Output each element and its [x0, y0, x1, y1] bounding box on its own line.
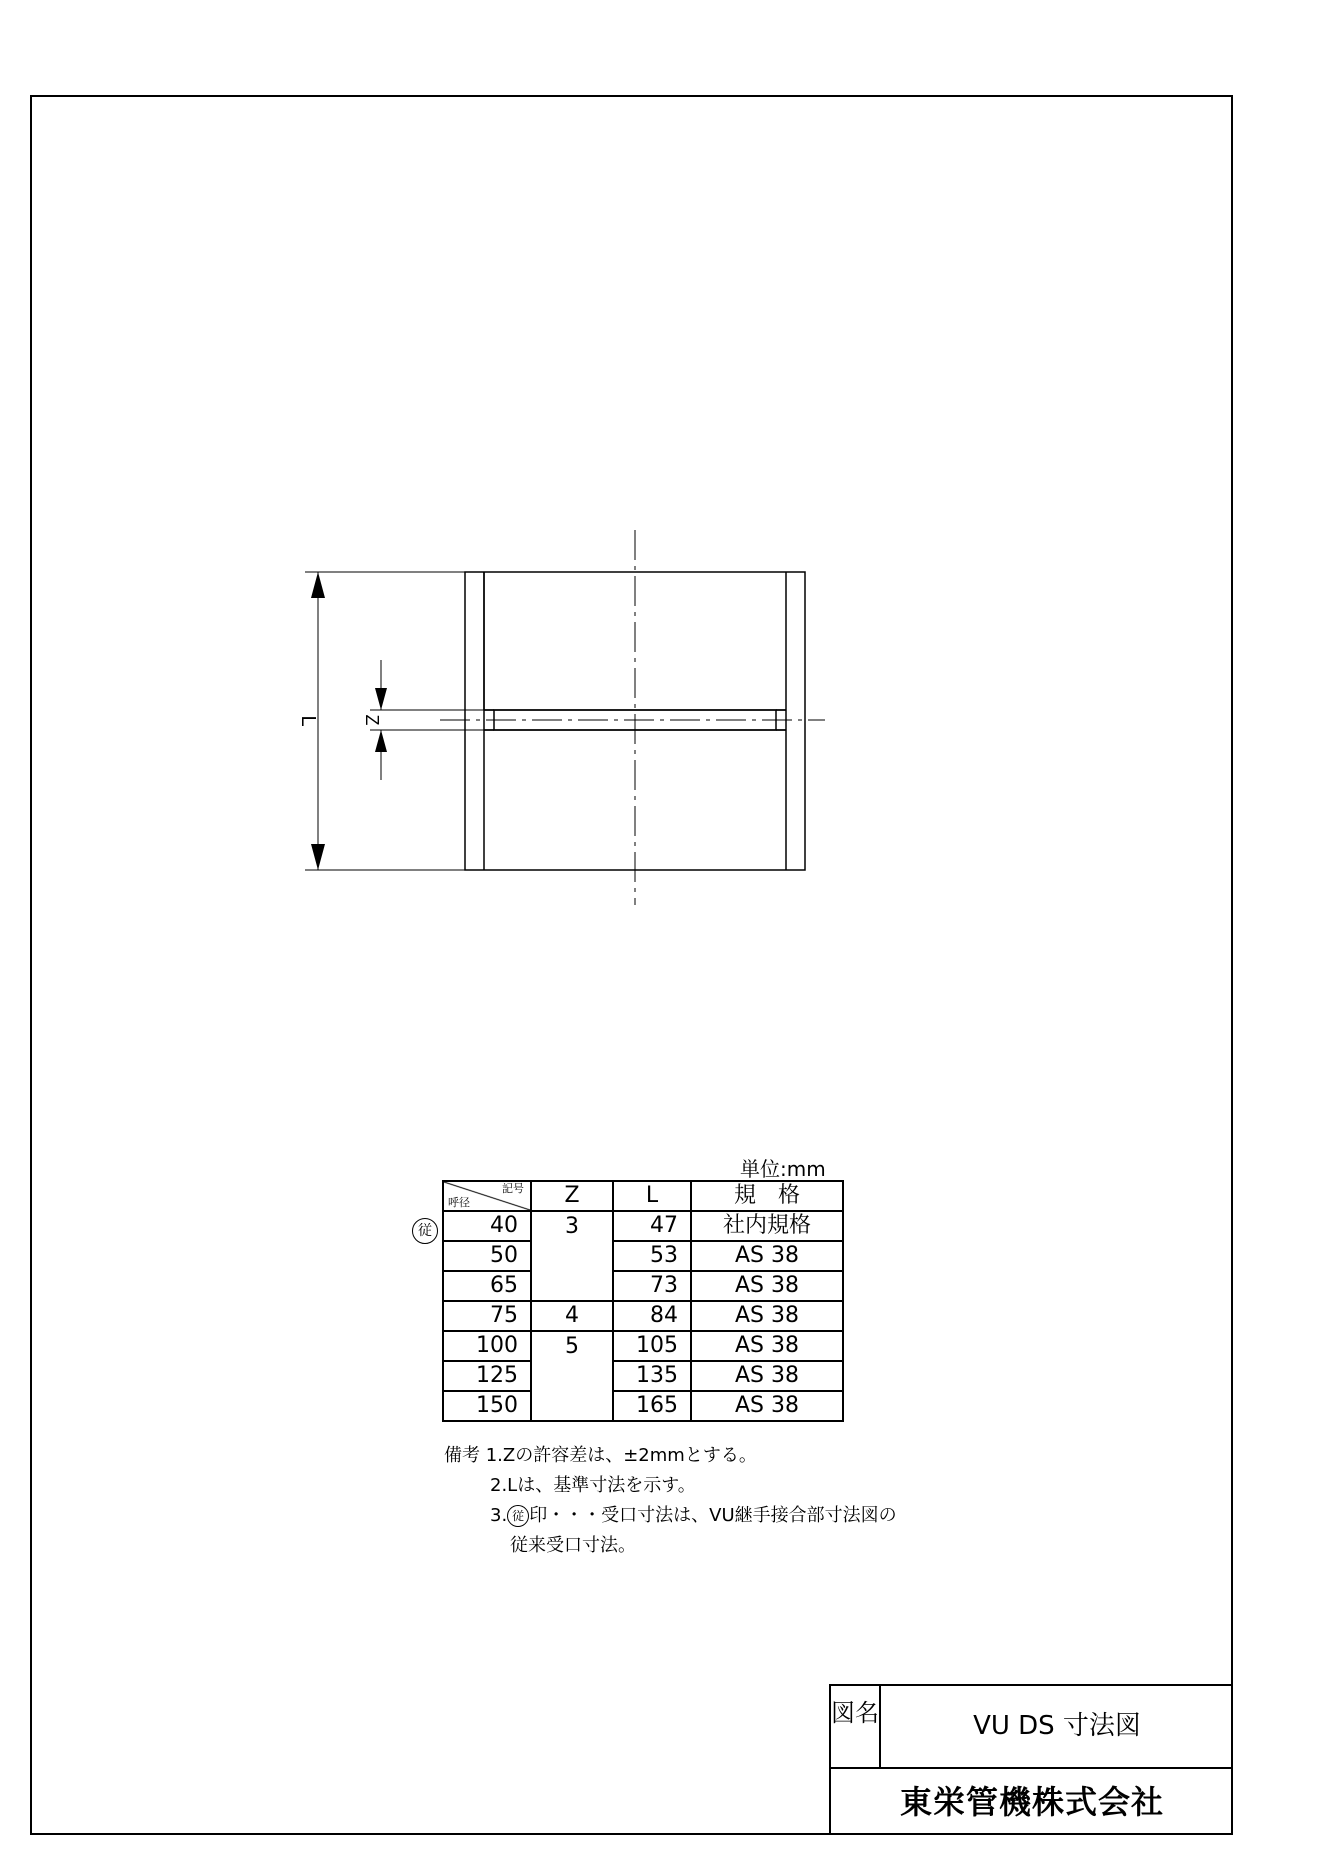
note-2: 2.Lは、基準寸法を示す。 [490, 1475, 696, 1496]
cell-l: 165 [613, 1391, 691, 1421]
table-row [443, 1361, 843, 1391]
cell-size: 75 [443, 1301, 531, 1331]
cell-z [531, 1361, 613, 1391]
arrow-L-bottom [311, 844, 325, 870]
header-diagonal-cell [443, 1181, 531, 1211]
table-row [443, 1301, 843, 1331]
cell-size: 50 [443, 1241, 531, 1271]
spec-table [442, 1180, 844, 1422]
arrow-Z-top [375, 688, 387, 710]
unit-label: 単位:mm [740, 1157, 826, 1181]
dim-label-L: L [297, 715, 319, 727]
note-3-prefix: 3. [490, 1505, 508, 1526]
cell-spec: AS 38 [691, 1241, 843, 1271]
title-block [829, 1684, 1233, 1835]
title-block-label: 図名 [831, 1686, 881, 1769]
cell-spec: AS 38 [691, 1271, 843, 1301]
header-spec: 規 格 [691, 1181, 843, 1211]
note-1: 備考 1.Zの許容差は、±2mmとする。 [444, 1445, 757, 1466]
note-3 [444, 1501, 897, 1531]
cell-z [531, 1271, 613, 1301]
cell-spec: AS 38 [691, 1391, 843, 1421]
cell-l: 73 [613, 1271, 691, 1301]
cell-spec: AS 38 [691, 1361, 843, 1391]
company-name: 東栄管機株式会社 [899, 1783, 1164, 1821]
cell-size: 65 [443, 1271, 531, 1301]
cell-z [531, 1391, 613, 1421]
cell-l: 47 [613, 1211, 691, 1241]
cell-l: 105 [613, 1331, 691, 1361]
table-row [443, 1241, 843, 1271]
table-row [443, 1211, 843, 1241]
arrow-Z-bottom [375, 730, 387, 752]
table-row [443, 1331, 843, 1361]
cell-size: 125 [443, 1361, 531, 1391]
cell-l: 53 [613, 1241, 691, 1271]
cell-spec: AS 38 [691, 1301, 843, 1331]
arrow-L-top [311, 572, 325, 598]
cell-spec: 社内規格 [691, 1211, 843, 1241]
table-header-row [443, 1181, 843, 1211]
cell-z [531, 1241, 613, 1271]
cell-size: 100 [443, 1331, 531, 1361]
cell-l: 135 [613, 1361, 691, 1391]
note-3-text: 印・・・受口寸法は、VU継手接合部寸法図の [529, 1505, 897, 1526]
header-diameter: 呼径 [448, 1196, 470, 1209]
table-row [443, 1271, 843, 1301]
table-row [443, 1391, 843, 1421]
cell-size: 40 [443, 1211, 531, 1241]
note-3-mark: 従 [507, 1505, 529, 1527]
cell-z: 4 [531, 1301, 613, 1331]
dim-label-Z: Z [362, 714, 382, 726]
conventional-mark: 従 [412, 1218, 438, 1244]
cell-l: 84 [613, 1301, 691, 1331]
notes [444, 1441, 897, 1561]
cell-z: 5 [531, 1331, 613, 1361]
header-z: Z [531, 1181, 613, 1211]
cell-spec: AS 38 [691, 1331, 843, 1361]
header-symbol: 記号 [502, 1182, 524, 1195]
cell-z: 3 [531, 1211, 613, 1241]
note-4: 従来受口寸法。 [510, 1535, 636, 1556]
header-l: L [613, 1181, 691, 1211]
cell-size: 150 [443, 1391, 531, 1421]
drawing-title: VU DS 寸法図 [881, 1686, 1233, 1769]
